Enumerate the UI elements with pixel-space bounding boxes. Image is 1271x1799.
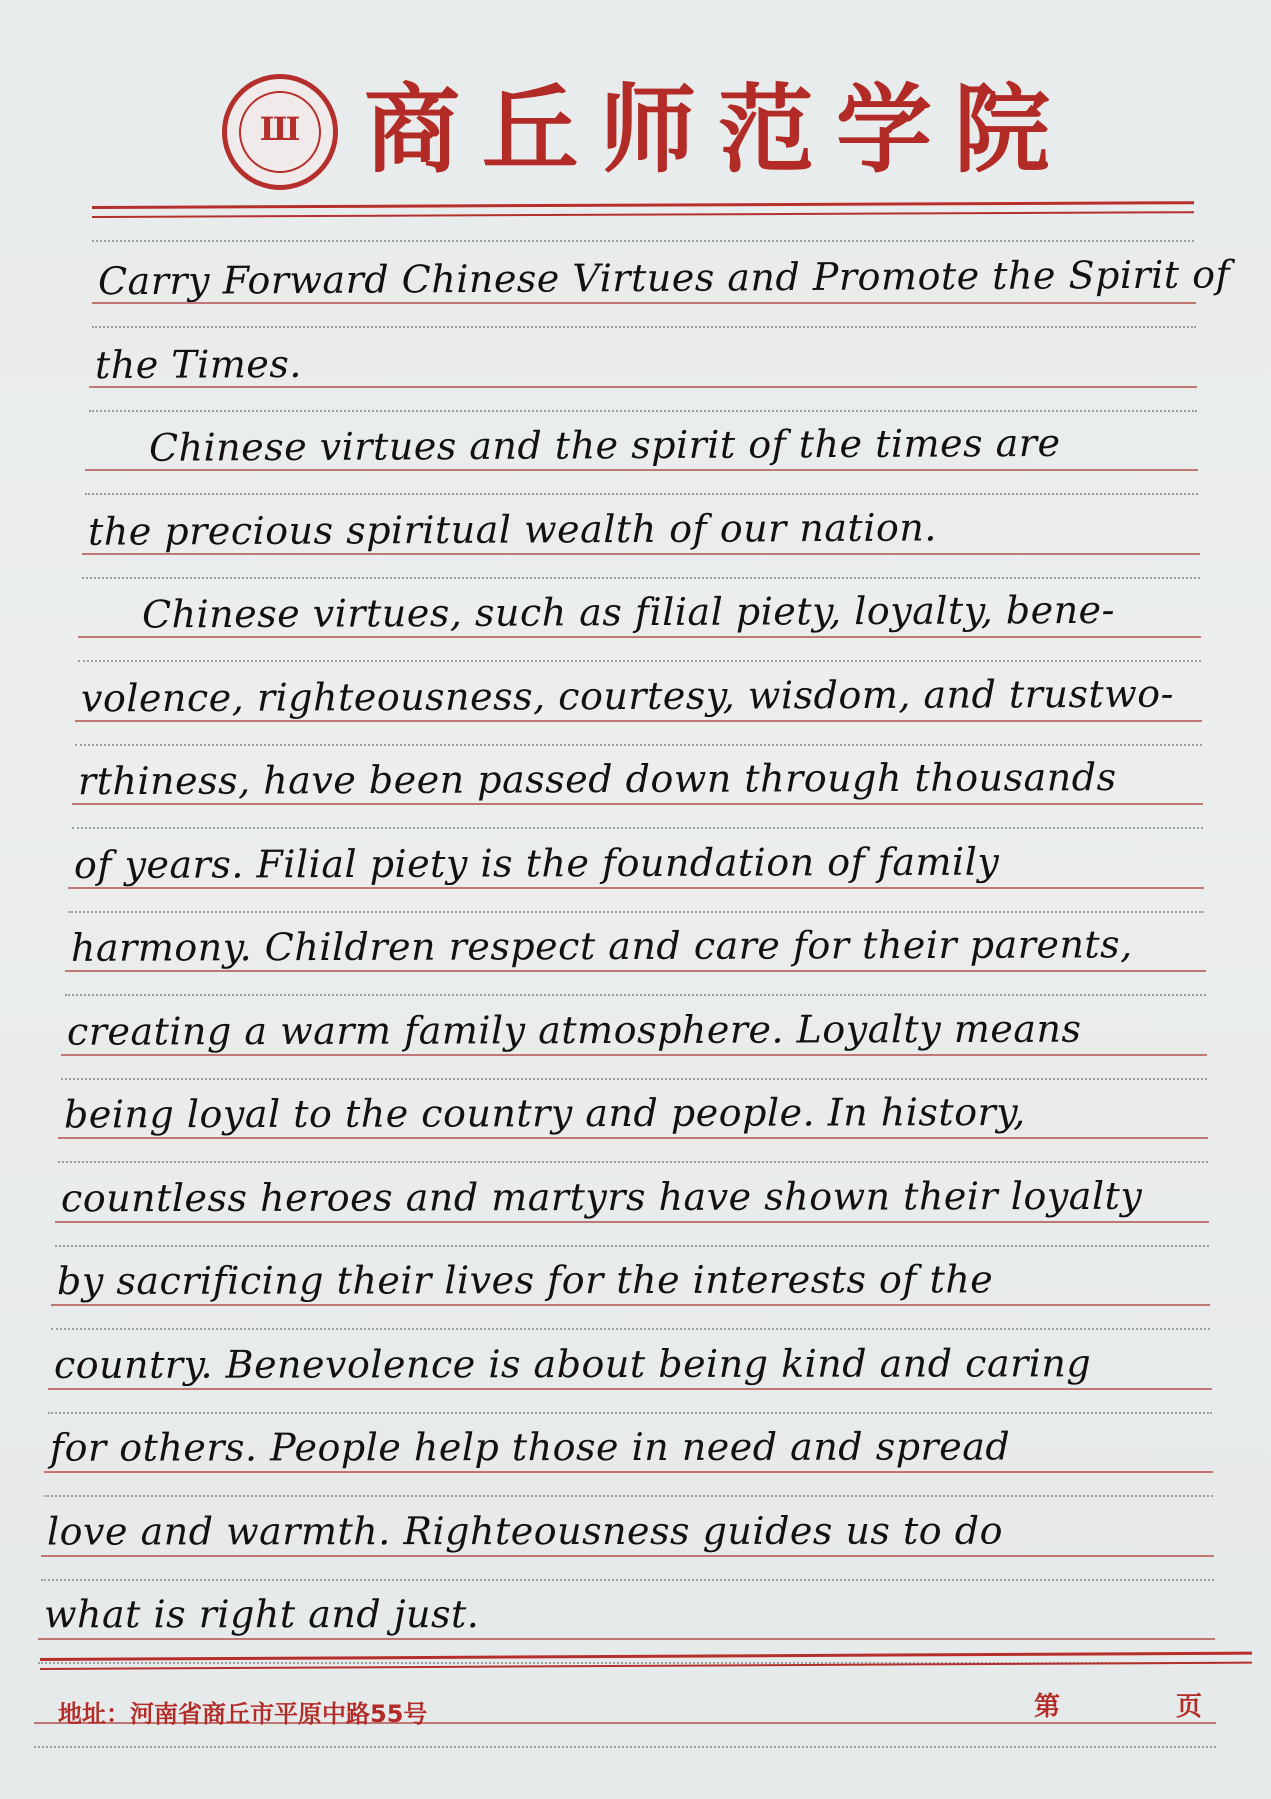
guide-line [82,577,1200,579]
guide-line [89,410,1198,412]
essay-line: rthiness, have been passed down through thousands [77,755,1117,804]
writing-line [85,469,1198,471]
letterhead [0,62,1271,202]
essay-line: being loyal to the country and people. In history, [63,1089,1026,1137]
essay-line: for others. People help those in need and spread [50,1424,1011,1470]
essay-line: country. Benevolence is about being kind and caring [53,1340,1092,1387]
essay-line: love and warmth. Righteousness guides us to do [46,1508,1003,1553]
guide-line [41,1579,1214,1581]
essay-line: Chinese virtues and the spirit of the times are [149,420,1061,470]
essay-line: what is right and just. [43,1592,479,1637]
essay-line: harmony. Children respect and care for their parents, [70,922,1133,970]
guide-line [44,1495,1212,1497]
essay-line: Chinese virtues, such as filial piety, loyalty, bene- [142,587,1116,637]
writing-line [48,1388,1212,1390]
essay-line: of years. Filial piety is the foundation of family [74,839,1000,887]
guide-line [55,1245,1210,1247]
writing-line [72,803,1204,805]
guide-line [68,911,1204,913]
writing-line [55,1221,1210,1223]
essay-line: volence, righteousness, courtesy, wisdom, and trustwo- [80,671,1175,720]
writing-line [61,1054,1206,1056]
page-label-right: 页 [1176,1692,1203,1722]
guide-line [72,827,1204,829]
guide-line [92,326,1196,328]
guide-line [92,240,1194,242]
essay-line: countless heroes and martyrs have shown their loyalty [60,1173,1142,1220]
essay-line: Carry Forward Chinese Virtues and Promote the Spirit of [97,252,1231,304]
writing-line [41,1555,1214,1557]
guide-line [34,1746,1216,1748]
writing-line [65,970,1206,972]
essay-line: the Times. [94,341,302,387]
footer-address: 地址：河南省商丘市平原中路55号 [58,1700,428,1728]
essay-line: by sacrificing their lives for the interests of the [57,1257,994,1304]
guide-line [78,660,1200,662]
header-rule-top [92,201,1194,209]
guide-line [65,994,1206,996]
writing-line [78,636,1200,638]
writing-line [75,720,1202,722]
guide-line [61,1078,1206,1080]
guide-line [58,1161,1208,1163]
header-rule-bottom [92,211,1194,218]
guide-line [85,493,1198,495]
writing-line [68,887,1204,889]
guide-line [48,1412,1212,1414]
guide-line [75,744,1202,746]
writing-line [38,1638,1216,1640]
writing-line [44,1471,1212,1473]
footer-rule-top [40,1652,1252,1661]
university-logo-icon: Ш [222,74,338,190]
page-label-left: 第 [1034,1692,1061,1722]
guide-line [51,1328,1210,1330]
school-name: 商丘师范学院 [364,73,1072,186]
writing-line [51,1304,1210,1306]
writing-line [58,1137,1208,1139]
essay-line: the precious spiritual wealth of our nation. [87,504,937,554]
essay-line: creating a warm family atmosphere. Loyalty means [67,1006,1082,1054]
